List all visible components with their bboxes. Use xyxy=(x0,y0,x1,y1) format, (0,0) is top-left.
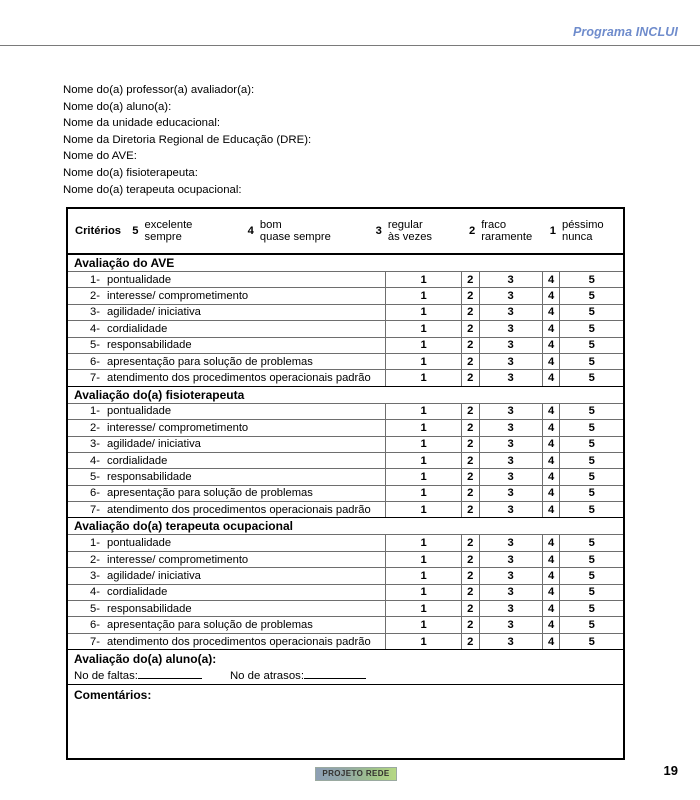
table-row xyxy=(67,304,624,320)
table-row xyxy=(67,321,624,337)
table-row xyxy=(67,420,624,436)
rating-option-1[interactable]: 1 xyxy=(386,436,462,452)
rating-option-3[interactable]: 3 xyxy=(479,485,542,501)
criterion-number: 5- xyxy=(90,470,100,483)
section-title: Avaliação do(a) fisioterapeuta xyxy=(67,386,624,403)
criterion-text: agilidade/ iniciativa xyxy=(107,306,201,319)
rating-option-2[interactable]: 2 xyxy=(461,370,479,386)
rating-option-4[interactable]: 4 xyxy=(542,353,560,369)
rating-option-1[interactable]: 1 xyxy=(386,551,462,567)
rating-option-3[interactable]: 3 xyxy=(479,353,542,369)
rating-option-3[interactable]: 3 xyxy=(479,403,542,419)
form-field-aluno: Nome do(a) aluno(a): xyxy=(63,100,172,113)
criterion-number: 4- xyxy=(90,454,100,467)
aluno-title: Avaliação do(a) aluno(a): xyxy=(67,650,624,668)
rating-option-5[interactable]: 5 xyxy=(560,502,624,518)
table-row xyxy=(67,403,624,419)
rating-option-2[interactable]: 2 xyxy=(461,485,479,501)
table-row xyxy=(67,601,624,617)
rating-option-2[interactable]: 2 xyxy=(461,568,479,584)
rating-option-3[interactable]: 3 xyxy=(479,370,542,386)
rating-option-5[interactable]: 5 xyxy=(560,403,624,419)
rating-option-3[interactable]: 3 xyxy=(479,535,542,551)
criterion-text: atendimento dos procedimentos operacionais padrão xyxy=(107,635,371,648)
rating-option-2[interactable]: 2 xyxy=(461,584,479,600)
rating-option-5[interactable]: 5 xyxy=(560,452,624,468)
criterion-label xyxy=(67,551,386,567)
scale-value-2: 2 xyxy=(461,208,479,254)
rating-option-4[interactable]: 4 xyxy=(542,452,560,468)
criterion-text: agilidade/ iniciativa xyxy=(107,438,201,451)
table-row xyxy=(67,469,624,485)
rating-option-4[interactable]: 4 xyxy=(542,617,560,633)
rating-option-4[interactable]: 4 xyxy=(542,485,560,501)
form-field-fisioterapeuta: Nome do(a) fisioterapeuta: xyxy=(63,166,198,179)
table-row xyxy=(67,288,624,304)
page-number: 19 xyxy=(663,763,678,778)
criterion-label xyxy=(67,337,386,353)
section-title: Avaliação do(a) terapeuta ocupacional xyxy=(67,518,624,535)
rating-option-3[interactable]: 3 xyxy=(479,272,542,288)
rating-option-4[interactable]: 4 xyxy=(542,420,560,436)
criterion-text: pontualidade xyxy=(107,537,172,550)
section-header-fisioterapeuta xyxy=(67,386,624,403)
absences-label: No de faltas: xyxy=(74,669,138,682)
scale-desc-4-line2: quase sempre xyxy=(259,231,331,243)
rating-option-2[interactable]: 2 xyxy=(461,617,479,633)
criterion-number: 7- xyxy=(90,372,100,385)
scale-desc-4-line1: bom xyxy=(259,218,282,231)
form-field-unidade: Nome da unidade educacional: xyxy=(63,117,221,130)
criterion-label xyxy=(67,617,386,633)
rating-option-1[interactable]: 1 xyxy=(386,304,462,320)
criterion-text: apresentação para solução de problemas xyxy=(107,619,313,632)
rating-option-5[interactable]: 5 xyxy=(560,337,624,353)
rating-option-4[interactable]: 4 xyxy=(542,403,560,419)
criterion-text: cordialidade xyxy=(107,454,168,467)
criterion-label xyxy=(67,304,386,320)
scale-desc-1 xyxy=(560,208,624,254)
rating-option-2[interactable]: 2 xyxy=(461,633,479,649)
rating-option-3[interactable]: 3 xyxy=(479,633,542,649)
table-row xyxy=(67,617,624,633)
rating-option-5[interactable]: 5 xyxy=(560,617,624,633)
scale-value-4: 4 xyxy=(240,208,258,254)
criterion-text: apresentação para solução de problemas xyxy=(107,487,313,500)
evaluation-table xyxy=(66,207,625,760)
criterion-label xyxy=(67,452,386,468)
rating-option-3[interactable]: 3 xyxy=(479,617,542,633)
rating-option-5[interactable]: 5 xyxy=(560,420,624,436)
table-row xyxy=(67,485,624,501)
form-field-dre: Nome da Diretoria Regional de Educação (DRE): xyxy=(63,133,312,146)
criterion-text: pontualidade xyxy=(107,273,172,286)
form-field-terapeuta-ocupacional: Nome do(a) terapeuta ocupacional: xyxy=(63,183,242,196)
rating-option-2[interactable]: 2 xyxy=(461,321,479,337)
criterion-number: 2- xyxy=(90,290,100,303)
rating-option-4[interactable]: 4 xyxy=(542,502,560,518)
rating-option-1[interactable]: 1 xyxy=(386,502,462,518)
rating-option-1[interactable]: 1 xyxy=(386,288,462,304)
rating-option-4[interactable]: 4 xyxy=(542,584,560,600)
scale-desc-2-line2: raramente xyxy=(481,231,533,243)
rating-option-5[interactable]: 5 xyxy=(560,485,624,501)
rating-option-1[interactable]: 1 xyxy=(386,617,462,633)
comments-row xyxy=(67,685,624,760)
rating-option-2[interactable]: 2 xyxy=(461,601,479,617)
table-header-row xyxy=(67,208,624,254)
table-row xyxy=(67,568,624,584)
criterion-text: atendimento dos procedimentos operacionais padrão xyxy=(107,503,371,516)
criterion-text: apresentação para solução de problemas xyxy=(107,355,313,368)
rating-option-2[interactable]: 2 xyxy=(461,502,479,518)
rating-option-1[interactable]: 1 xyxy=(386,370,462,386)
table-row xyxy=(67,535,624,551)
rating-option-5[interactable]: 5 xyxy=(560,288,624,304)
rating-option-2[interactable]: 2 xyxy=(461,304,479,320)
criterion-label xyxy=(67,403,386,419)
rating-option-3[interactable]: 3 xyxy=(479,337,542,353)
criterion-label xyxy=(67,601,386,617)
rating-option-2[interactable]: 2 xyxy=(461,469,479,485)
criterion-label xyxy=(67,502,386,518)
criterion-label xyxy=(67,321,386,337)
rating-option-1[interactable]: 1 xyxy=(386,321,462,337)
rating-option-5[interactable]: 5 xyxy=(560,353,624,369)
rating-option-5[interactable]: 5 xyxy=(560,584,624,600)
criterion-number: 3- xyxy=(90,306,100,319)
rating-option-4[interactable]: 4 xyxy=(542,551,560,567)
scale-value-3: 3 xyxy=(368,208,386,254)
rating-option-4[interactable]: 4 xyxy=(542,633,560,649)
criterion-number: 3- xyxy=(90,569,100,582)
scale-desc-2-line1: fraco xyxy=(481,218,507,231)
criterion-number: 4- xyxy=(90,322,100,335)
scale-desc-3-line1: regular xyxy=(387,218,423,231)
rating-option-5[interactable]: 5 xyxy=(560,321,624,337)
scale-value-5: 5 xyxy=(125,208,143,254)
section-header-ave xyxy=(67,254,624,272)
rating-option-2[interactable]: 2 xyxy=(461,403,479,419)
rating-option-4[interactable]: 4 xyxy=(542,436,560,452)
section-header-terapeuta-ocupacional xyxy=(67,518,624,535)
rating-option-5[interactable]: 5 xyxy=(560,469,624,485)
form-field-list xyxy=(63,82,483,198)
rating-option-1[interactable]: 1 xyxy=(386,353,462,369)
criterion-text: interesse/ comprometimento xyxy=(107,553,249,566)
page-header xyxy=(0,0,700,46)
header-criterios: Critérios xyxy=(67,208,125,254)
rating-option-3[interactable]: 3 xyxy=(479,568,542,584)
criterion-number: 7- xyxy=(90,503,100,516)
criterion-label xyxy=(67,469,386,485)
rating-option-4[interactable]: 4 xyxy=(542,288,560,304)
rating-option-3[interactable]: 3 xyxy=(479,436,542,452)
rating-option-5[interactable]: 5 xyxy=(560,370,624,386)
rating-option-1[interactable]: 1 xyxy=(386,272,462,288)
rating-option-1[interactable]: 1 xyxy=(386,403,462,419)
criterion-number: 5- xyxy=(90,339,100,352)
scale-desc-1-line2: nunca xyxy=(561,231,593,243)
criterion-label xyxy=(67,420,386,436)
rating-option-1[interactable]: 1 xyxy=(386,337,462,353)
criterion-number: 1- xyxy=(90,405,100,418)
scale-value-1: 1 xyxy=(542,208,560,254)
rating-option-3[interactable]: 3 xyxy=(479,584,542,600)
table-row xyxy=(67,633,624,649)
rating-option-3[interactable]: 3 xyxy=(479,288,542,304)
criterion-label xyxy=(67,535,386,551)
comments-label: Comentários: xyxy=(74,688,152,703)
rating-option-2[interactable]: 2 xyxy=(461,288,479,304)
criterion-text: cordialidade xyxy=(107,586,168,599)
form-field-ave: Nome do AVE: xyxy=(63,150,137,163)
page-footer xyxy=(0,762,700,800)
criterion-label xyxy=(67,584,386,600)
rating-option-1[interactable]: 1 xyxy=(386,601,462,617)
rating-option-3[interactable]: 3 xyxy=(479,304,542,320)
comments-area[interactable] xyxy=(67,685,624,760)
rating-option-1[interactable]: 1 xyxy=(386,584,462,600)
rating-option-4[interactable]: 4 xyxy=(542,321,560,337)
table-row xyxy=(67,452,624,468)
section-title: Avaliação do AVE xyxy=(67,254,624,272)
scale-desc-1-line1: péssimo xyxy=(561,218,604,231)
rating-option-2[interactable]: 2 xyxy=(461,420,479,436)
criterion-number: 2- xyxy=(90,421,100,434)
rating-option-5[interactable]: 5 xyxy=(560,535,624,551)
late-label: No de atrasos: xyxy=(229,669,305,682)
scale-desc-5-line1: excelente xyxy=(144,218,193,231)
absences-input[interactable] xyxy=(138,678,202,679)
rating-option-2[interactable]: 2 xyxy=(461,337,479,353)
rating-option-3[interactable]: 3 xyxy=(479,601,542,617)
rating-option-5[interactable]: 5 xyxy=(560,601,624,617)
criterion-text: interesse/ comprometimento xyxy=(107,421,249,434)
criterion-number: 6- xyxy=(90,355,100,368)
rating-option-2[interactable]: 2 xyxy=(461,436,479,452)
rating-option-4[interactable]: 4 xyxy=(542,568,560,584)
form-field-professor: Nome do(a) professor(a) avaliador(a): xyxy=(63,84,255,96)
criterion-label xyxy=(67,436,386,452)
rating-option-4[interactable]: 4 xyxy=(542,469,560,485)
scale-desc-5 xyxy=(143,208,241,254)
rating-option-5[interactable]: 5 xyxy=(560,551,624,567)
table-row xyxy=(67,272,624,288)
rating-option-3[interactable]: 3 xyxy=(479,469,542,485)
late-input[interactable] xyxy=(304,678,366,679)
table-row xyxy=(67,502,624,518)
criterion-number: 5- xyxy=(90,602,100,615)
rating-option-1[interactable]: 1 xyxy=(386,485,462,501)
section-header-aluno xyxy=(67,650,624,668)
criterion-label xyxy=(67,272,386,288)
criterion-number: 2- xyxy=(90,553,100,566)
rating-option-4[interactable]: 4 xyxy=(542,304,560,320)
scale-desc-3-line2: às vezes xyxy=(387,231,433,243)
projeto-rede-logo-text: PROJETO REDE xyxy=(322,769,390,778)
criterion-number: 4- xyxy=(90,586,100,599)
table-row xyxy=(67,353,624,369)
scale-desc-4 xyxy=(258,208,368,254)
criterion-text: responsabilidade xyxy=(107,339,192,352)
criterion-text: responsabilidade xyxy=(107,602,192,615)
rating-option-3[interactable]: 3 xyxy=(479,502,542,518)
rating-option-3[interactable]: 3 xyxy=(479,551,542,567)
rating-option-4[interactable]: 4 xyxy=(542,337,560,353)
table-row xyxy=(67,584,624,600)
criterion-label xyxy=(67,633,386,649)
criterion-text: cordialidade xyxy=(107,322,168,335)
projeto-rede-logo xyxy=(315,767,397,781)
rating-option-2[interactable]: 2 xyxy=(461,452,479,468)
criterion-label xyxy=(67,485,386,501)
scale-desc-2 xyxy=(479,208,542,254)
table-row xyxy=(67,551,624,567)
criterion-number: 7- xyxy=(90,635,100,648)
rating-option-1[interactable]: 1 xyxy=(386,535,462,551)
rating-option-4[interactable]: 4 xyxy=(542,601,560,617)
attendance-fields xyxy=(67,667,624,685)
rating-option-3[interactable]: 3 xyxy=(479,420,542,436)
rating-option-4[interactable]: 4 xyxy=(542,272,560,288)
criterion-number: 1- xyxy=(90,537,100,550)
criterion-text: responsabilidade xyxy=(107,470,192,483)
criterion-number: 6- xyxy=(90,487,100,500)
rating-option-5[interactable]: 5 xyxy=(560,304,624,320)
rating-option-1[interactable]: 1 xyxy=(386,452,462,468)
criterion-text: atendimento dos procedimentos operacionais padrão xyxy=(107,372,371,385)
rating-option-3[interactable]: 3 xyxy=(479,452,542,468)
scale-desc-5-line2: sempre xyxy=(144,231,182,243)
table-row xyxy=(67,337,624,353)
rating-option-5[interactable]: 5 xyxy=(560,272,624,288)
scale-desc-3 xyxy=(386,208,462,254)
rating-option-3[interactable]: 3 xyxy=(479,321,542,337)
rating-option-2[interactable]: 2 xyxy=(461,272,479,288)
table-row xyxy=(67,436,624,452)
rating-option-1[interactable]: 1 xyxy=(386,469,462,485)
criterion-text: agilidade/ iniciativa xyxy=(107,569,201,582)
criterion-label xyxy=(67,288,386,304)
criterion-label xyxy=(67,370,386,386)
criterion-label xyxy=(67,353,386,369)
table-row xyxy=(67,370,624,386)
rating-option-5[interactable]: 5 xyxy=(560,633,624,649)
rating-option-1[interactable]: 1 xyxy=(386,568,462,584)
rating-option-2[interactable]: 2 xyxy=(461,353,479,369)
criterion-text: interesse/ comprometimento xyxy=(107,290,249,303)
program-title: Programa INCLUI xyxy=(573,25,678,39)
attendance-row xyxy=(67,667,624,685)
rating-option-2[interactable]: 2 xyxy=(461,535,479,551)
rating-option-4[interactable]: 4 xyxy=(542,370,560,386)
rating-option-5[interactable]: 5 xyxy=(560,568,624,584)
criterion-text: pontualidade xyxy=(107,405,172,418)
rating-option-2[interactable]: 2 xyxy=(461,551,479,567)
rating-option-4[interactable]: 4 xyxy=(542,535,560,551)
criterion-number: 1- xyxy=(90,273,100,286)
criterion-label xyxy=(67,568,386,584)
rating-option-5[interactable]: 5 xyxy=(560,436,624,452)
criterion-number: 6- xyxy=(90,619,100,632)
rating-option-1[interactable]: 1 xyxy=(386,420,462,436)
header-divider xyxy=(0,45,700,46)
criterion-number: 3- xyxy=(90,438,100,451)
rating-option-1[interactable]: 1 xyxy=(386,633,462,649)
